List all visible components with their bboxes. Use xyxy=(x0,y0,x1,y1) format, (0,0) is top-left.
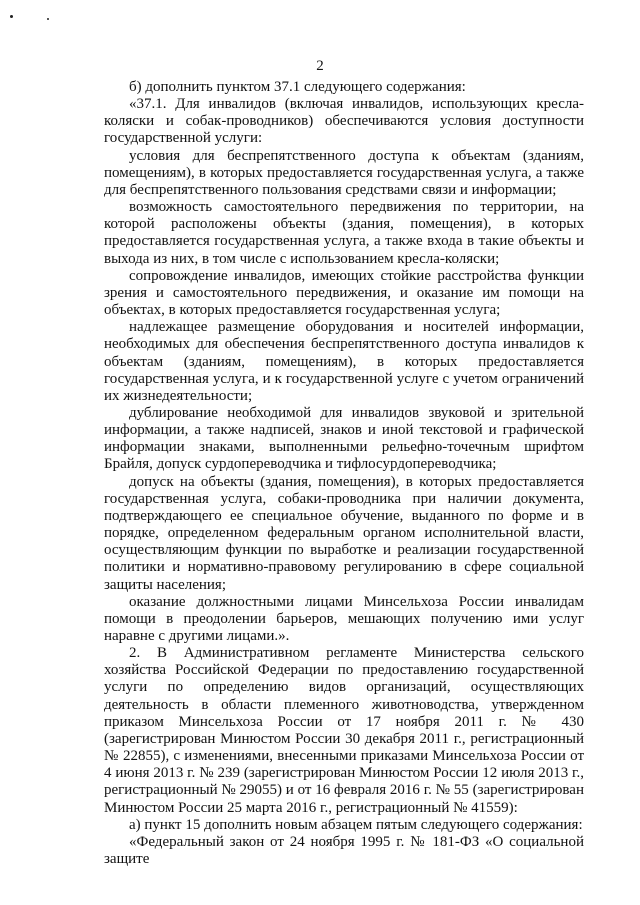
document-body xyxy=(104,79,584,868)
scan-speck xyxy=(10,15,13,18)
paragraph: надлежащее размещение оборудования и носителей информации, необходимых для обеспечения беспрепятственного доступа инвалидов к объектам (зданиям, помещениям), в которых предоставляется государственная услуга, и к государственной услуге с учетом ограничений их жизнедеятельности; xyxy=(104,319,584,404)
paragraph: 2. В Административном регламенте Министерства сельского хозяйства Российской Федерации по предоставлению государственной услуги по определению видов организаций, осуществляющих деятельность в области племенного животноводства, утвержденном приказом Минсельхоза России от 17 ноября 2011 г. № 430 (зарегистрирован Минюстом России 30 декабря 2011 г., регистрационный № 22855), с изменениями, внесенными приказами Минсельхоза России от 4 июня 2013 г. № 239 (зарегистрирован Минюстом России 12 июля 2013 г., регистрационный № 29055) и от 16 февраля 2016 г. № 55 (зарегистрирован Минюстом России 25 марта 2016 г., регистрационный № 41559): xyxy=(104,645,584,816)
paragraph: б) дополнить пунктом 37.1 следующего содержания: xyxy=(129,79,466,95)
scan-speck xyxy=(47,18,49,20)
paragraph: оказание должностными лицами Минсельхоза России инвалидам помощи в преодолении барьеров, мешающих получению ими услуг наравне с другими лицами.». xyxy=(104,593,584,644)
paragraph: «37.1. Для инвалидов (включая инвалидов, использующих кресла-коляски и собак-проводников) обеспечиваются условия доступности государственной услуги: xyxy=(104,96,584,147)
page-number: 2 xyxy=(316,58,324,74)
paragraph: «Федеральный закон от 24 ноября 1995 г. № 181-ФЗ «О социальной защите xyxy=(104,833,584,868)
paragraph: сопровождение инвалидов, имеющих стойкие расстройства функции зрения и самостоятельного передвижения, и оказание им помощи на объектах, в которых предоставляется государственная услуга; xyxy=(104,267,584,319)
paragraph: условия для беспрепятственного доступа к объектам (зданиям, помещениям), в которых предоставляется государственная услуга, а также для беспрепятственного пользования средствами связи и информации; xyxy=(104,147,584,198)
paragraph: допуск на объекты (здания, помещения), в которых предоставляется государственная услуга, собаки-проводника при наличии документа, подтверждающего ее специальное обучение, выданного по форме и в порядке, определенном федеральным органом исполнительной власти, осуществляющим функции по выработке и реализации государственной политики и нормативно-правовому регулированию в сфере социальной защиты населения; xyxy=(104,473,584,593)
paragraph: возможность самостоятельного передвижения по территории, на которой расположены объекты (здания, помещения), в которых предоставляется государственная услуга, а также входа в такие объекты и выхода из них, в том числе с использованием кресла-коляски; xyxy=(104,199,584,267)
paragraph: а) пункт 15 дополнить новым абзацем пятым следующего содержания: xyxy=(129,816,583,833)
paragraph: дублирование необходимой для инвалидов звуковой и зрительной информации, а также надписей, знаков и иной текстовой и графической информации знаками, выполненными рельефно-точечным шрифтом Брайля, допуск сурдопереводчика и тифлосурдопереводчика; xyxy=(104,404,584,473)
